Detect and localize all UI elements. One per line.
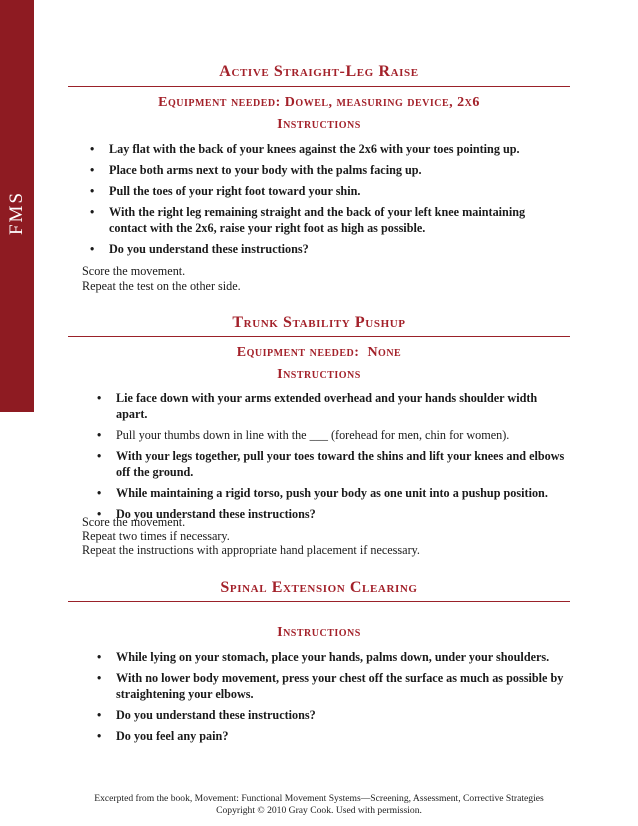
section-title-trunk-stability-pushup: Trunk Stability Pushup (232, 314, 406, 331)
list-item: • Do you understand these instructions? (83, 241, 563, 257)
section-divider (68, 601, 570, 602)
section-divider (68, 86, 570, 87)
note-text: Repeat two times if necessary. (82, 529, 230, 543)
footer (0, 793, 638, 817)
note-text: Score the movement. (82, 264, 186, 278)
footer-source: Excerpted from the book, Movement: Functional Movement Systems—Screening, Assessment, Corrective Strategies (94, 793, 544, 804)
section-title-spinal-extension-clearing: Spinal Extension Clearing (220, 579, 418, 596)
list-item: • Pull the toes of your right foot toward your shin. (83, 183, 563, 199)
list-item: • Pull your thumbs down in line with the ___ (forehead for men, chin for women). (90, 427, 566, 443)
instructions-list (83, 141, 563, 262)
list-item: • While maintaining a rigid torso, push your body as one unit into a pushup position. (90, 485, 566, 501)
list-item: • While lying on your stomach, place your hands, palms down, under your shoulders. (90, 649, 566, 665)
list-item: • Place both arms next to your body with the palms facing up. (83, 162, 563, 178)
section-title-active-straight-leg-raise: Active Straight-Leg Raise (219, 63, 419, 80)
list-item: • Do you feel any pain? (90, 728, 566, 744)
instructions-heading: Instructions (277, 117, 361, 132)
equipment-needed: Equipment needed: Dowel, measuring device, 2x6 (158, 95, 480, 110)
side-tab-label: FMS (6, 190, 27, 236)
instructions-list (90, 390, 566, 527)
list-item: • Do you understand these instructions? (90, 506, 566, 522)
instructions-list (90, 649, 566, 749)
list-item: • Do you understand these instructions? (90, 707, 566, 723)
list-item: • With your legs together, pull your toes toward the shins and lift your knees and elbows off the ground. (90, 448, 566, 480)
section-divider (68, 336, 570, 337)
note-text: Repeat the test on the other side. (82, 279, 241, 293)
footer-copyright: Copyright © 2010 Gray Cook. Used with permission. (216, 805, 422, 816)
list-item: • Lay flat with the back of your knees against the 2x6 with your toes pointing up. (83, 141, 563, 157)
note-text: Repeat the instructions with appropriate hand placement if necessary. (82, 543, 420, 557)
instructions-heading: Instructions (277, 625, 361, 640)
list-item: • With no lower body movement, press your chest off the surface as much as possible by straightening your elbows. (90, 670, 566, 702)
list-item: • With the right leg remaining straight and the back of your left knee maintaining contact with the 2x6, raise your right foot as high as possible. (83, 204, 563, 236)
note-text: Score the movement. (82, 515, 186, 529)
list-item: • Lie face down with your arms extended overhead and your hands shoulder width apart. (90, 390, 566, 422)
equipment-needed: Equipment needed: None (236, 345, 402, 360)
instructions-heading: Instructions (277, 367, 361, 382)
